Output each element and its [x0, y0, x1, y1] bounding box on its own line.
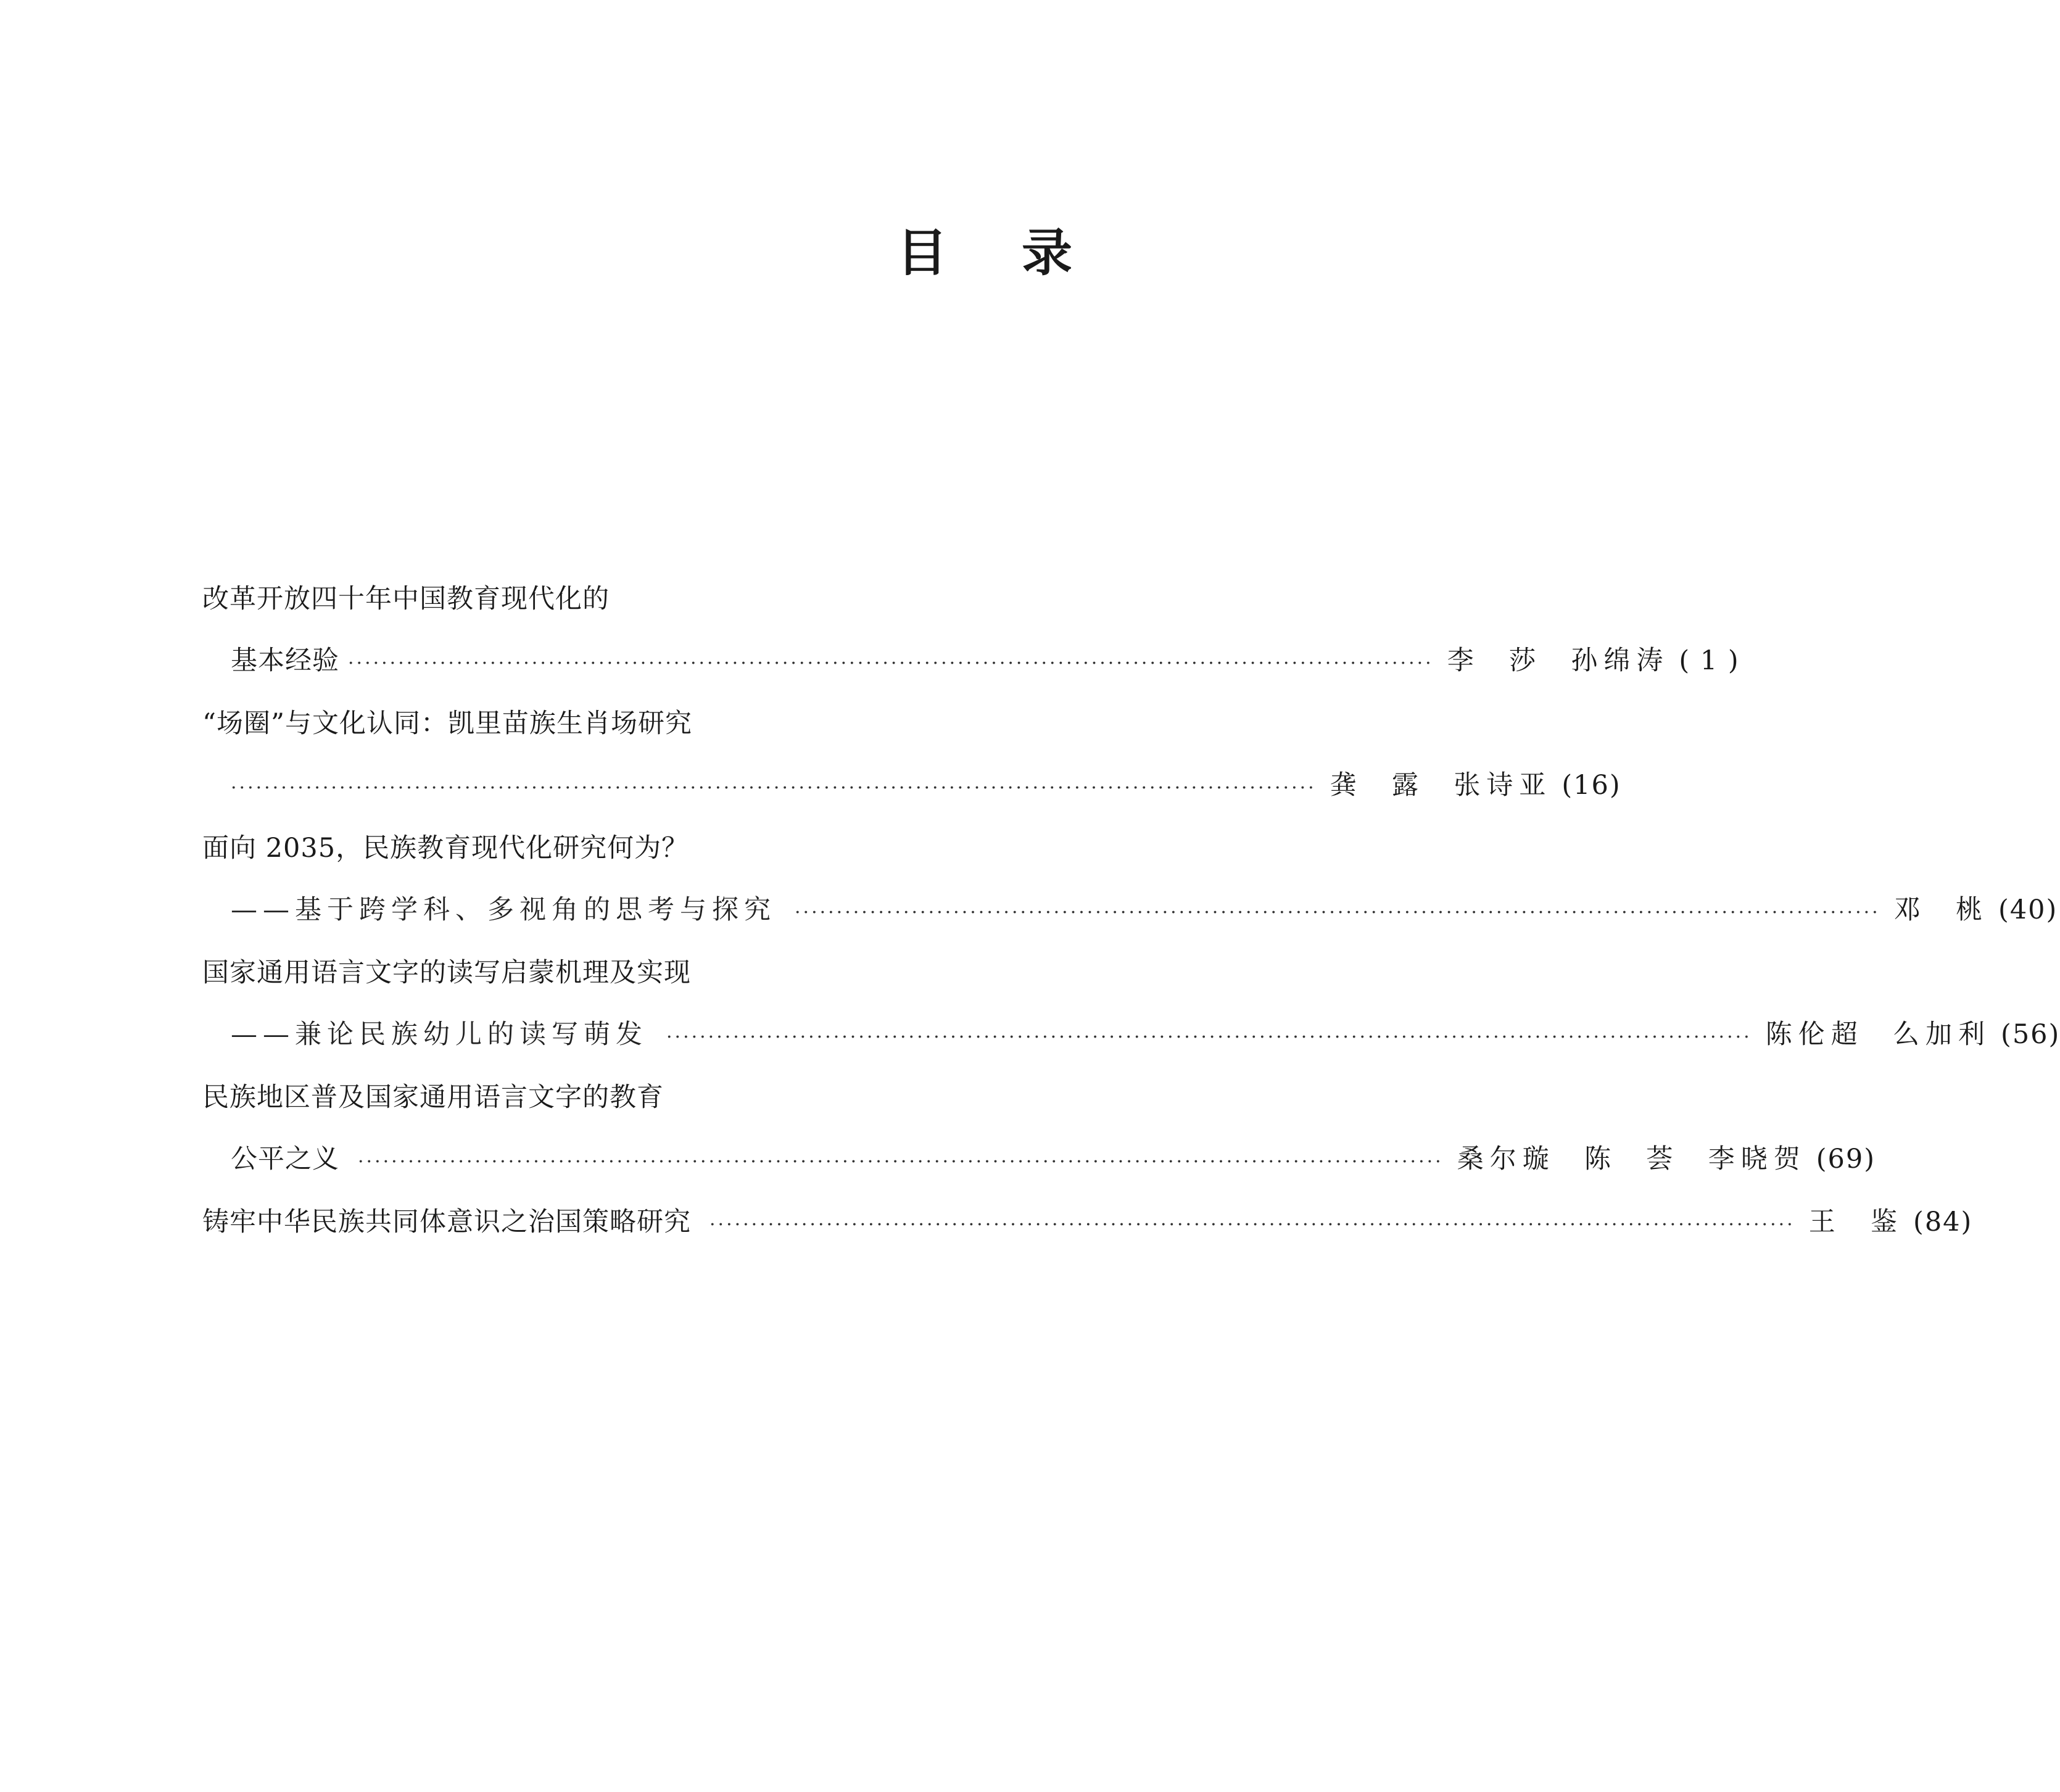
toc-entry-page: ( 1 ): [1679, 645, 1740, 676]
table-of-contents: [202, 584, 2060, 1271]
toc-entry-6[interactable]: [202, 1207, 1973, 1271]
toc-entry-title-line: [202, 586, 1071, 648]
toc-entry-4[interactable]: [202, 957, 2060, 1084]
toc-entry-subtitle: ——基于跨学科、多视角的思考与探究: [231, 894, 776, 925]
toc-entry-2[interactable]: [202, 708, 1621, 835]
toc-entry-detail-line: [202, 1019, 2060, 1084]
toc-entry-page: (69): [1816, 1144, 1876, 1175]
toc-entry-title-line: [202, 1084, 1071, 1146]
toc-entry-5[interactable]: [202, 1082, 1876, 1209]
toc-entry-3[interactable]: [202, 833, 2058, 960]
toc-entry-title: 铸牢中华民族共同体意识之治国策略研究: [202, 1207, 691, 1237]
dot-leader: ··································································································································: [358, 1151, 1444, 1173]
toc-entry-title-continued: 公平之义: [231, 1144, 339, 1175]
toc-entry-title: 民族地区普及国家通用语言文字的教育: [202, 1082, 664, 1113]
dot-leader: ··································································································································: [348, 653, 1434, 674]
toc-entry-page: (16): [1562, 770, 1621, 801]
page-title: 目 录: [896, 224, 1101, 283]
toc-entry-authors: 邓 桃: [1893, 894, 1989, 925]
toc-entry-title: “场圈”与文化认同：凯里苗族生肖场研究: [202, 708, 692, 739]
toc-entry-subtitle: ——兼论民族幼儿的读写萌发: [231, 1019, 648, 1050]
toc-entry-1[interactable]: [202, 584, 1740, 711]
toc-entry-title: 国家通用语言文字的读写启蒙机理及实现: [202, 957, 691, 988]
toc-entry-detail-line: [202, 770, 1621, 835]
toc-entry-title-continued: 基本经验: [231, 645, 339, 676]
toc-entry-title-line: [202, 835, 1071, 897]
toc-entry-title-line: [202, 957, 1071, 1022]
toc-entry-page: (84): [1913, 1207, 1973, 1237]
dot-leader: ··································································································································: [666, 1026, 1752, 1048]
toc-entry-page: (40): [1998, 894, 2058, 925]
dot-leader: ··································································································································: [231, 777, 1317, 799]
toc-entry-title: 改革开放四十年中国教育现代化的: [202, 584, 610, 614]
toc-entry-title-line: [202, 1207, 1973, 1271]
toc-entry-detail-line: [202, 1144, 1876, 1209]
dot-leader: ··································································································································: [795, 902, 1880, 923]
toc-entry-detail-line: [202, 894, 2058, 960]
dot-leader: ··································································································································: [709, 1214, 1795, 1236]
toc-entry-authors: 李 莎 孙绵涛: [1447, 645, 1669, 676]
toc-entry-detail-line: [202, 645, 1740, 711]
toc-entry-authors: 桑尔璇 陈 荟 李晓贺: [1457, 1144, 1806, 1175]
toc-entry-authors: 王 鉴: [1808, 1207, 1904, 1237]
toc-entry-title-line: [202, 708, 1071, 772]
toc-entry-authors: 陈伦超 么加利: [1765, 1019, 1992, 1050]
toc-entry-authors: 龚 露 张诗亚: [1330, 770, 1552, 801]
toc-entry-page: (56): [2001, 1019, 2060, 1050]
toc-entry-title: 面向 2035，民族教育现代化研究何为？: [202, 833, 689, 864]
